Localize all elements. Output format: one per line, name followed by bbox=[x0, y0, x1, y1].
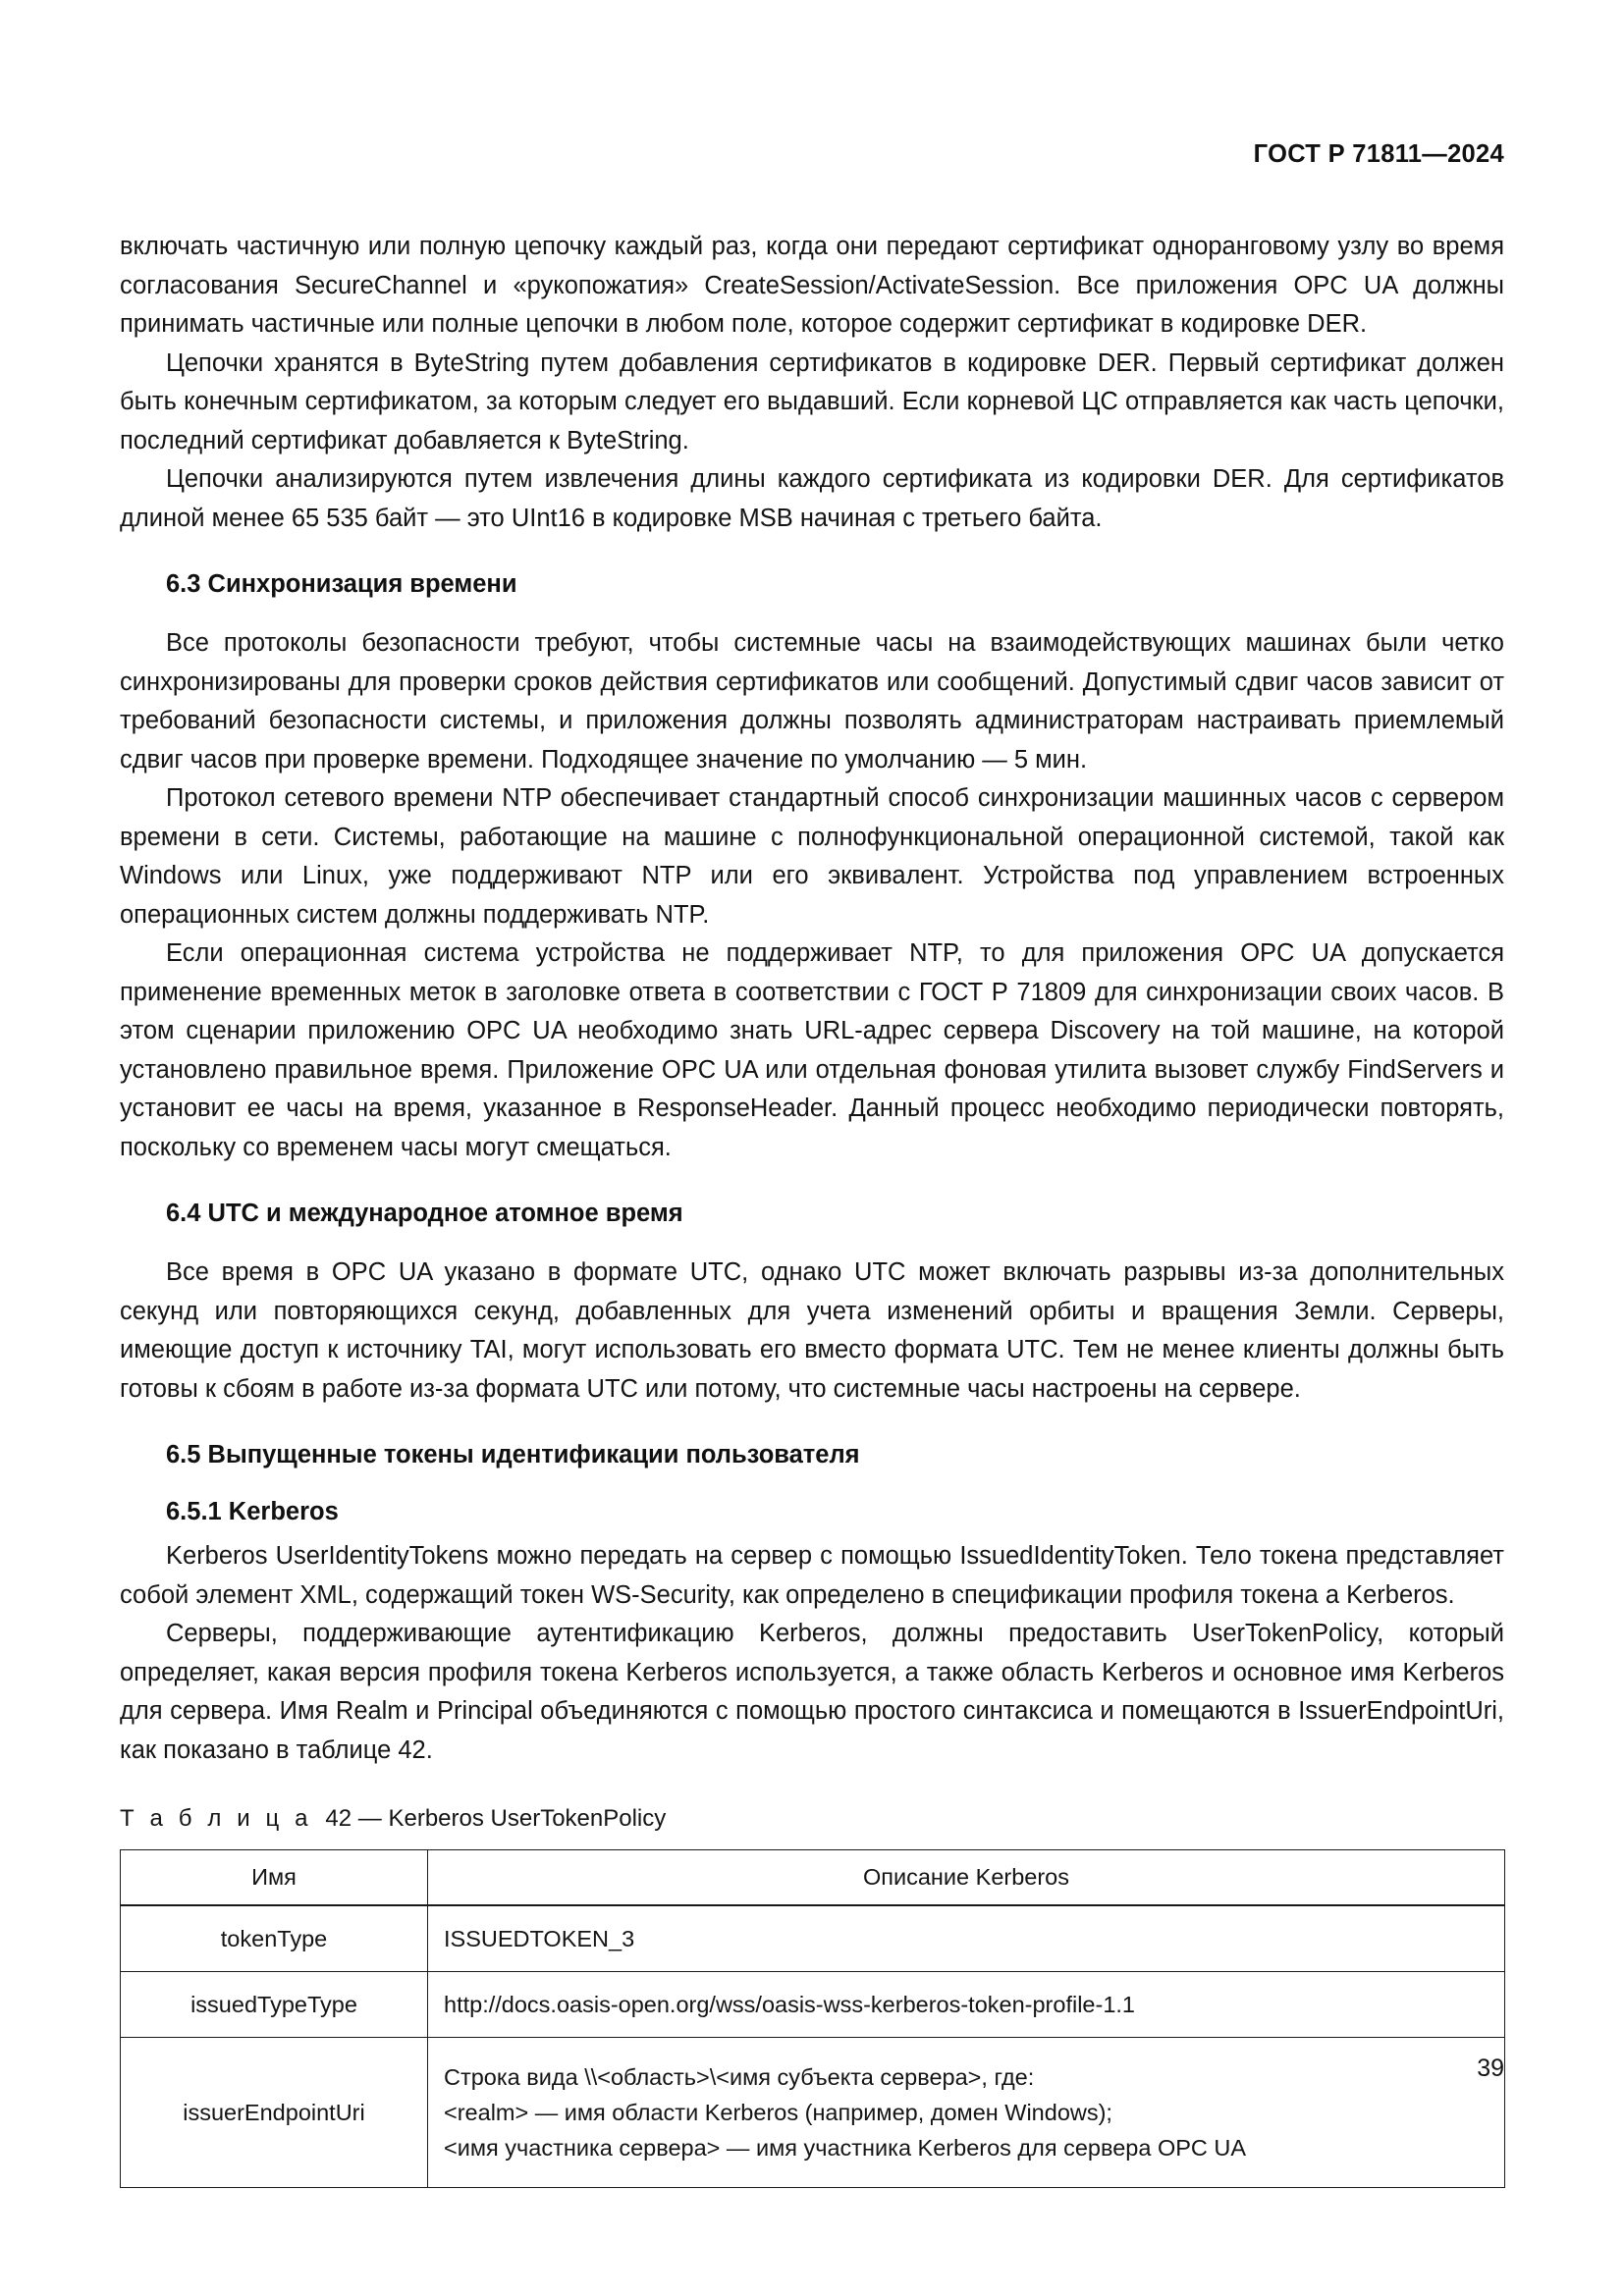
paragraph-63-clocks: Все протоколы безопасности требуют, чтобы системные часы на взаимодействующих машинах были четко синхронизированы для проверки сроков действия сертификатов или сообщений. Допустимый сдвиг часов зависит от требований безопасности системы, и приложения должны позволять администраторам настраивать приемлемый сдвиг часов при проверке времени. Подходящее значение по умолчанию — 5 мин. bbox=[120, 629, 1504, 774]
heading-6-5: 6.5 Выпущенные токены идентификации пользователя bbox=[166, 1441, 860, 1468]
paragraph-chain-bytestring: Цепочки хранятся в ByteString путем добавления сертификатов в кодировке DER. Первый сертификат должен быть конечным сертификатом, за которым следует его выдавший. Если корневой ЦС отправляется как часть цепочки, последний сертификат добавляется к ByteString. bbox=[120, 348, 1504, 454]
cell-name-tokentype: tokenType bbox=[121, 1905, 428, 1972]
spacer bbox=[120, 1770, 1504, 1803]
table-row bbox=[121, 1905, 1505, 1972]
desc-line: http://docs.oasis-open.org/wss/oasis-wss-kerberos-token-profile-1.1 bbox=[444, 1992, 1135, 2017]
heading-6-5-1: 6.5.1 Kerberos bbox=[166, 1498, 339, 1525]
table-caption-label: Т а б л и ц а bbox=[120, 1805, 313, 1832]
cell-name-issuerendpointuri: issuerEndpointUri bbox=[121, 2038, 428, 2188]
spacer bbox=[120, 1835, 1504, 1849]
heading-6-3: 6.3 Синхронизация времени bbox=[166, 570, 517, 598]
desc-line: <realm> — имя области Kerberos (например, домен Windows); bbox=[444, 2100, 1112, 2125]
table-42-kerberos-usertokenpolicy bbox=[120, 1849, 1505, 2188]
paragraph-651-servers: Серверы, поддерживающие аутентификацию Kerberos, должны предоставить UserTokenPolicy, который определяет, какая версия профиля токена Kerberos используется, а также область Kerberos и основное имя Kerberos для сервера. Имя Realm и Principal объединяются с помощью простого синтаксиса и помещаются в IssuerEndpointUri, как показано в таблице 42. bbox=[120, 1620, 1504, 1764]
table-caption-dash: — bbox=[357, 1805, 382, 1832]
paragraph-63-no-ntp: Если операционная система устройства не поддерживает NTP, то для приложения OPC UA допускается применение временных меток в заголовке ответа в соответствии с ГОСТ Р 71809 для синхронизации своих часов. В этом сценарии приложению OPC UA необходимо знать URL-адрес сервера Discovery на той машине, на которой установлено правильное время. Приложение OPC UA или отдельная фоновая утилита вызовет службу FindServers и установит ее часы на время, указанное в ResponseHeader. Данный процесс необходимо периодически повторять, поскольку со временем часы могут смещаться. bbox=[120, 939, 1504, 1161]
spacer bbox=[120, 601, 1504, 624]
cell-description-issuedtypetype bbox=[428, 1972, 1505, 2038]
cell-name-issuedtypetype: issuedTypeType bbox=[121, 1972, 428, 2038]
spacer bbox=[120, 1409, 1504, 1438]
paragraph-cert-chain-include: включать частичную или полную цепочку каждый раз, когда они передают сертификат одноранговому узлу во время согласования SecureChannel и «рукопожатия» CreateSession/ActivateSession. Все приложения OPC UA должны принимать частичные или полные цепочки в любом поле, которое содержит сертификат в кодировке DER. bbox=[120, 233, 1504, 338]
paragraph-63-ntp: Протокол сетевого времени NTP обеспечивает стандартный способ синхронизации машинных часов с сервером времени в сети. Системы, работающие на машине с полнофункциональной операционной системой, такой как Windows или Linux, уже поддерживают NTP или его эквивалент. Устройства под управлением встроенных операционных систем должны поддерживать NTP. bbox=[120, 784, 1504, 929]
running-header-standard-number: ГОСТ Р 71811—2024 bbox=[1253, 140, 1504, 168]
cell-description-tokentype bbox=[428, 1905, 1505, 1972]
spacer bbox=[120, 538, 1504, 567]
page-body bbox=[120, 228, 1504, 2188]
table-row bbox=[121, 1972, 1505, 2038]
spacer bbox=[120, 1167, 1504, 1197]
table-caption-number: 42 bbox=[325, 1805, 352, 1832]
paragraph-64-utc: Все время в OPC UA указано в формате UTC, однако UTC может включать разрывы из-за дополнительных секунд или повторяющихся секунд, добавленных для учета изменений орбиты и вращения Земли. Серверы, имеющие доступ к источнику TAI, могут использовать его вместо формата UTC. Тем не менее клиенты должны быть готовы к сбоям в работе из-за формата UTC или потому, что системные часы настроены на сервере. bbox=[120, 1258, 1504, 1403]
paragraph-651-tokens: Kerberos UserIdentityTokens можно передать на сервер с помощью IssuedIdentityToken. Тело токена представляет собой элемент XML, содержащий токен WS-Security, как определено в спецификации профиля токена а Kerberos. bbox=[120, 1542, 1504, 1609]
table-caption-title: Kerberos UserTokenPolicy bbox=[388, 1805, 667, 1832]
desc-line: ISSUEDTOKEN_3 bbox=[444, 1926, 635, 1951]
spacer bbox=[120, 1528, 1504, 1537]
paragraph-chain-parse: Цепочки анализируются путем извлечения длины каждого сертификата из кодировки DER. Для сертификатов длиной менее 65 535 байт — это UInt16 в кодировке MSB начиная с третьего байта. bbox=[120, 465, 1504, 532]
column-header-description: Описание Kerberos bbox=[428, 1850, 1505, 1906]
table-42-caption bbox=[120, 1803, 1504, 1835]
desc-line: <имя участника сервера> — имя участника Kerberos для сервера OPC UA bbox=[444, 2135, 1247, 2161]
spacer bbox=[120, 1471, 1504, 1495]
heading-6-4: 6.4 UTC и международное атомное время bbox=[166, 1200, 683, 1227]
spacer bbox=[120, 1230, 1504, 1254]
desc-line: Строка вида \\<область>\<имя субъекта сервера>, где: bbox=[444, 2064, 1035, 2090]
page-number: 39 bbox=[1477, 2055, 1504, 2082]
column-header-name: Имя bbox=[121, 1850, 428, 1906]
table-header-row bbox=[121, 1850, 1505, 1906]
